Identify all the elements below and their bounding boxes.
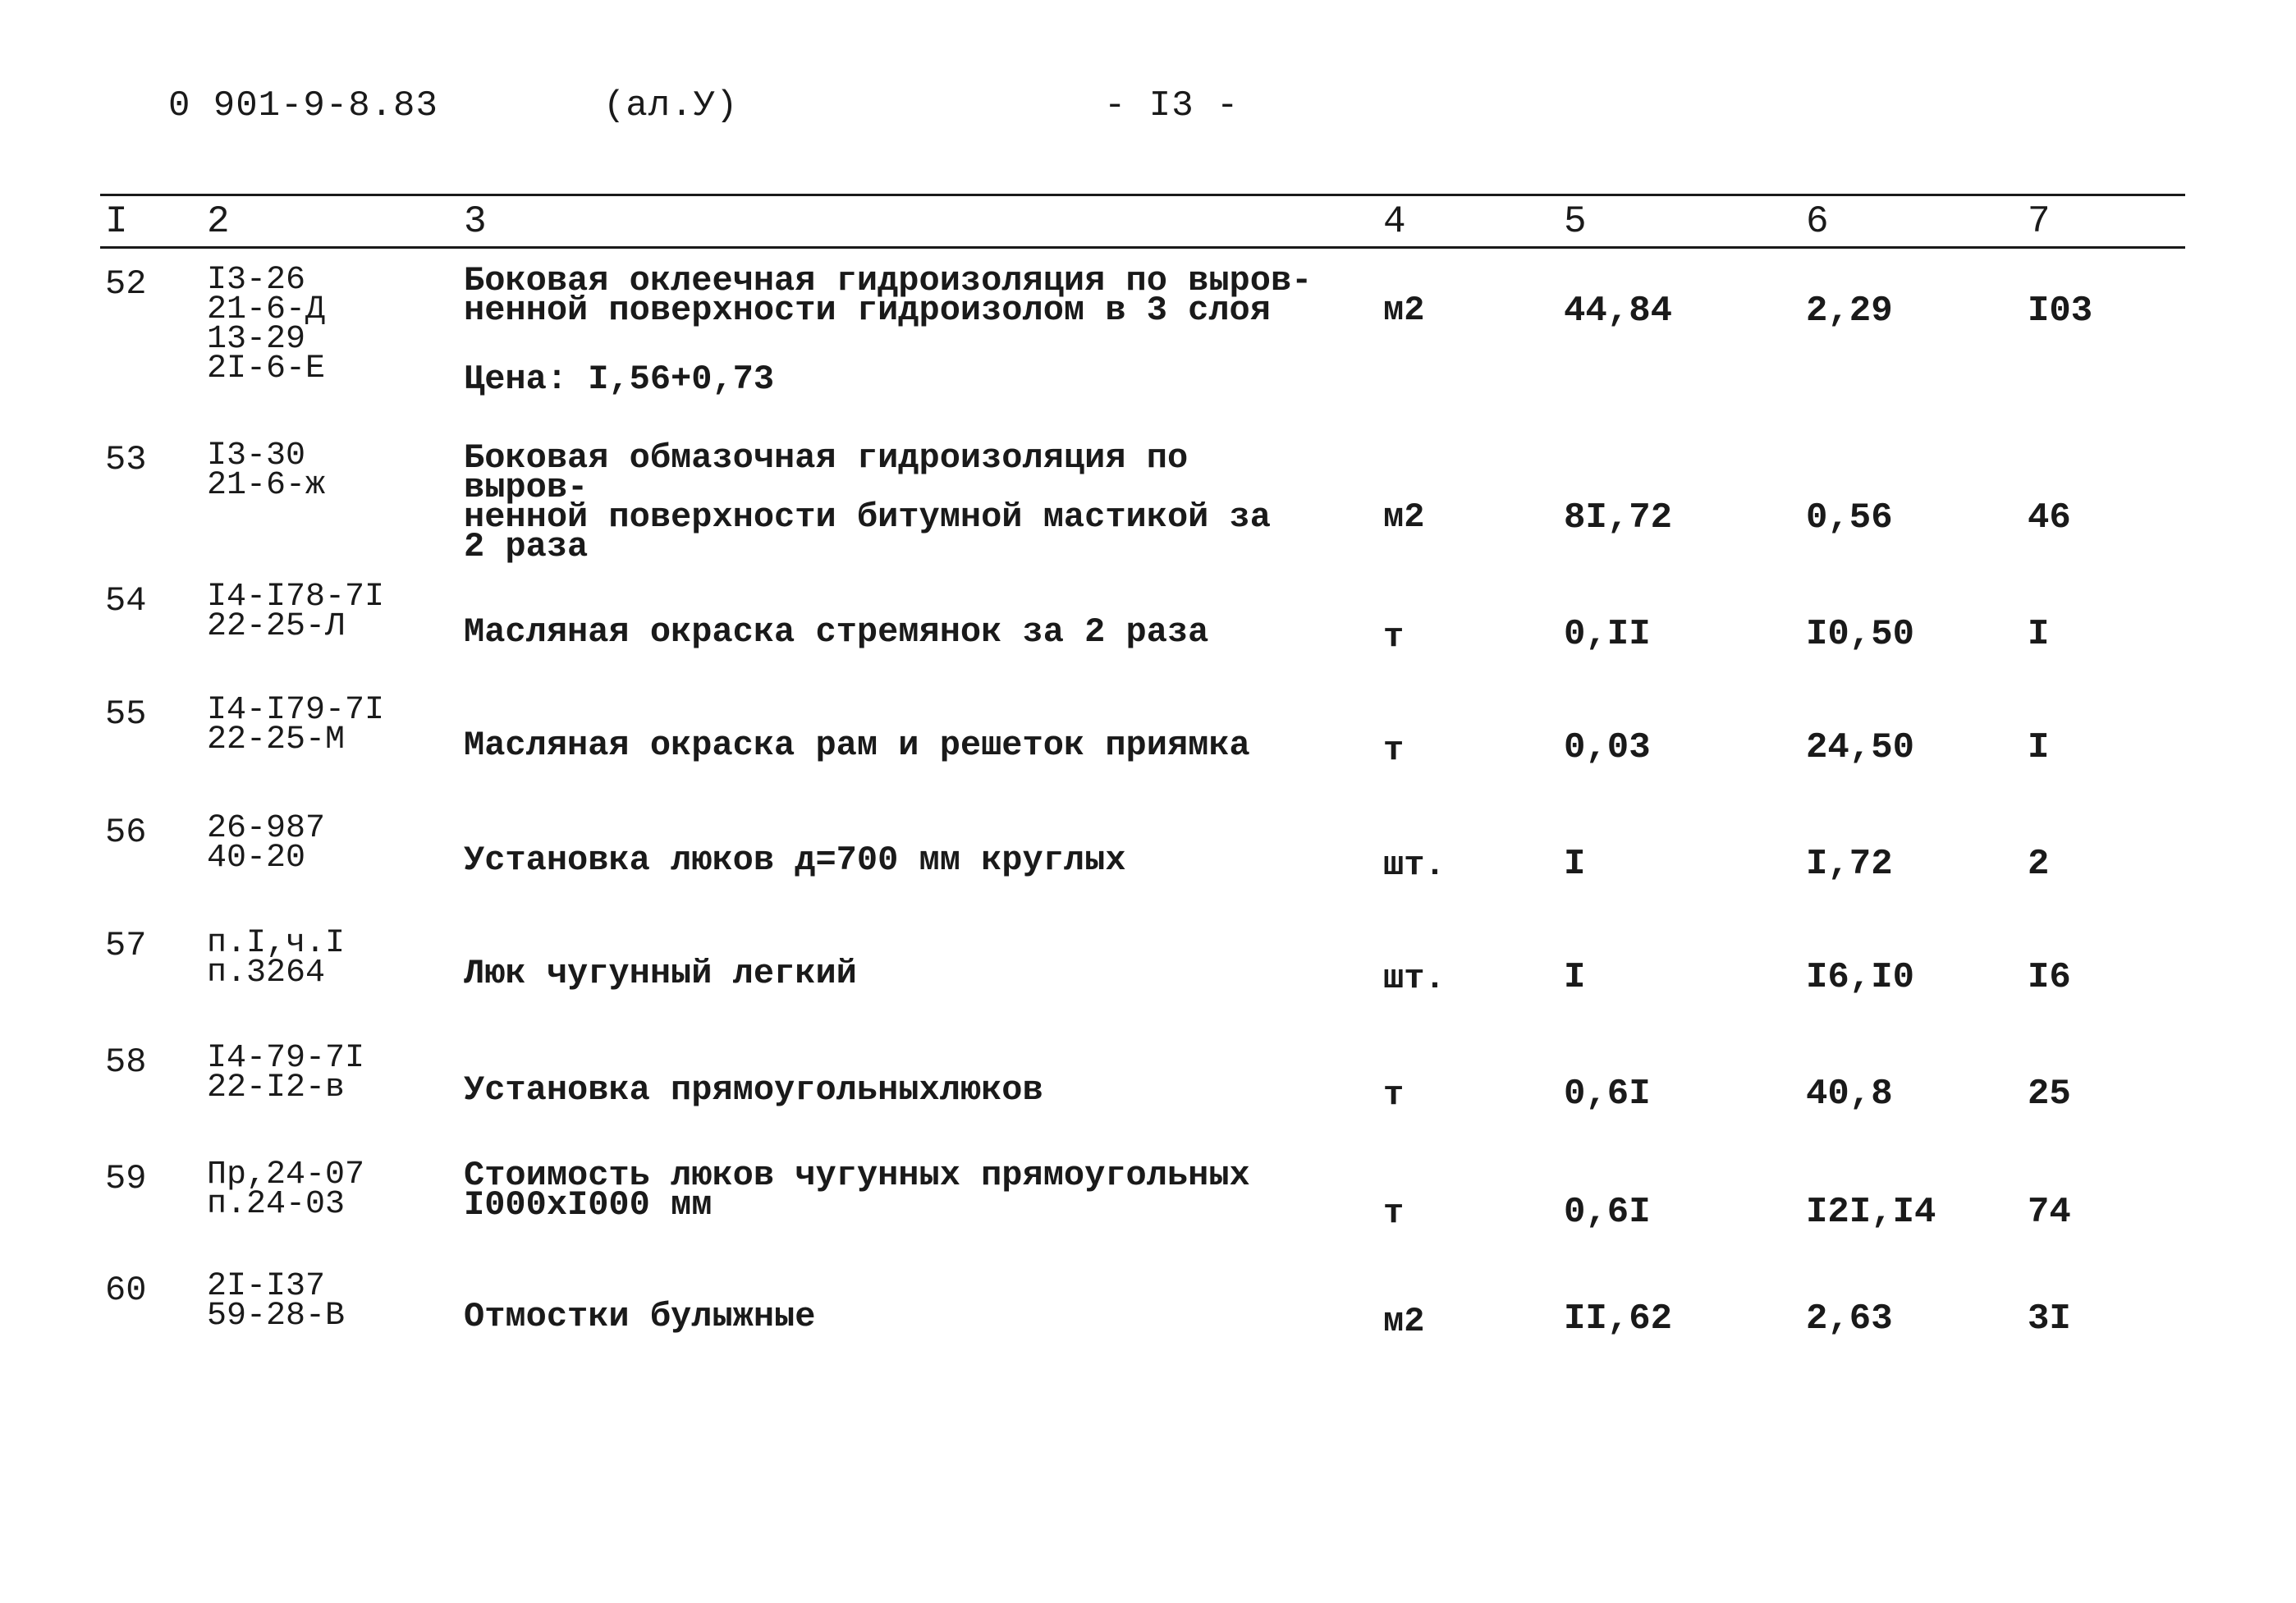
- column-header-1: I: [105, 200, 128, 243]
- norm-reference: I3-30 21-6-ж: [207, 437, 326, 504]
- work-description: Боковая обмазочная гидроизоляция по выров- ненной поверхности битумной мастикой за 2 раза: [464, 438, 1271, 566]
- row-number: 52: [105, 264, 147, 304]
- unit-cost: I0,50: [1806, 614, 1915, 655]
- total-cost: 46: [2028, 497, 2071, 538]
- unit-cost: 2,29: [1806, 291, 1893, 332]
- column-header-4: 4: [1383, 200, 1406, 243]
- quantity: 0,6I: [1564, 1074, 1651, 1115]
- quantity: 0,03: [1564, 727, 1651, 768]
- unit: т: [1383, 1075, 1405, 1115]
- norm-reference: I4-I79-7I 22-25-М: [207, 692, 385, 758]
- header-bottom-rule: [100, 246, 2185, 249]
- row-number: 59: [105, 1159, 147, 1198]
- work-description: Масляная окраска стремянок за 2 раза: [464, 612, 1209, 652]
- unit: м2: [1383, 497, 1425, 537]
- quantity: 0,6I: [1564, 1192, 1651, 1233]
- unit: м2: [1383, 1302, 1425, 1341]
- unit-cost: 40,8: [1806, 1074, 1893, 1115]
- price-note: Цена: I,56+0,73: [464, 360, 775, 399]
- work-description: Масляная окраска рам и решеток приямка: [464, 726, 1250, 765]
- quantity: I: [1564, 844, 1586, 885]
- total-cost: I6: [2028, 957, 2071, 998]
- row-number: 55: [105, 694, 147, 734]
- unit: т: [1383, 731, 1405, 770]
- unit: шт.: [1383, 845, 1446, 885]
- album-label: (ал.У): [603, 85, 739, 126]
- total-cost: I03: [2028, 291, 2093, 332]
- quantity: 8I,72: [1564, 497, 1673, 538]
- row-number: 53: [105, 440, 147, 479]
- norm-reference: I4-I78-7I 22-25-Л: [207, 579, 385, 645]
- row-number: 54: [105, 581, 147, 621]
- unit-cost: 24,50: [1806, 727, 1915, 768]
- work-description: Стоимость люков чугунных прямоугольных I000хI000 мм: [464, 1156, 1250, 1225]
- work-description: Установка люков д=700 мм круглых: [464, 840, 1126, 880]
- page-number: - I3 -: [1104, 85, 1240, 126]
- norm-reference: I3-26 21-6-Д 13-29 2I-6-Е: [207, 262, 326, 387]
- row-number: 57: [105, 926, 147, 965]
- norm-reference: Пр,24-07 п.24-03: [207, 1156, 365, 1223]
- row-number: 56: [105, 813, 147, 852]
- column-header-5: 5: [1564, 200, 1587, 243]
- column-header-2: 2: [207, 200, 230, 243]
- total-cost: 25: [2028, 1074, 2071, 1115]
- quantity: 0,II: [1564, 614, 1651, 655]
- total-cost: I: [2028, 614, 2050, 655]
- total-cost: 2: [2028, 844, 2050, 885]
- column-header-7: 7: [2028, 200, 2051, 243]
- total-cost: I: [2028, 727, 2050, 768]
- norm-reference: п.I,ч.I п.3264: [207, 925, 346, 992]
- total-cost: 74: [2028, 1192, 2071, 1233]
- total-cost: 3I: [2028, 1298, 2071, 1340]
- row-number: 60: [105, 1271, 147, 1310]
- work-description: Боковая оклеечная гидроизоляция по выров- ненной поверхности гидроизолом в 3 слоя: [464, 261, 1313, 330]
- unit-cost: I6,I0: [1806, 957, 1915, 998]
- work-description: Люк чугунный легкий: [464, 954, 857, 993]
- quantity: I: [1564, 957, 1586, 998]
- quantity: 44,84: [1564, 291, 1673, 332]
- column-header-3: 3: [464, 200, 487, 243]
- column-header-6: 6: [1806, 200, 1829, 243]
- norm-reference: I4-79-7I 22-I2-в: [207, 1040, 365, 1106]
- work-description: Отмостки булыжные: [464, 1297, 816, 1336]
- unit: м2: [1383, 291, 1425, 330]
- unit-cost: I,72: [1806, 844, 1893, 885]
- unit: т: [1383, 617, 1405, 657]
- unit-cost: I2I,I4: [1806, 1192, 1936, 1233]
- quantity: II,62: [1564, 1298, 1673, 1340]
- unit-cost: 0,56: [1806, 497, 1893, 538]
- unit: шт.: [1383, 959, 1446, 998]
- work-description: Установка прямоугольныхлюков: [464, 1070, 1043, 1110]
- row-number: 58: [105, 1042, 147, 1082]
- document-code: 0 901-9-8.83: [168, 85, 438, 126]
- unit-cost: 2,63: [1806, 1298, 1893, 1340]
- unit: т: [1383, 1193, 1405, 1233]
- norm-reference: 26-987 40-20: [207, 810, 326, 877]
- table-top-rule: [100, 194, 2185, 196]
- norm-reference: 2I-I37 59-28-В: [207, 1268, 346, 1335]
